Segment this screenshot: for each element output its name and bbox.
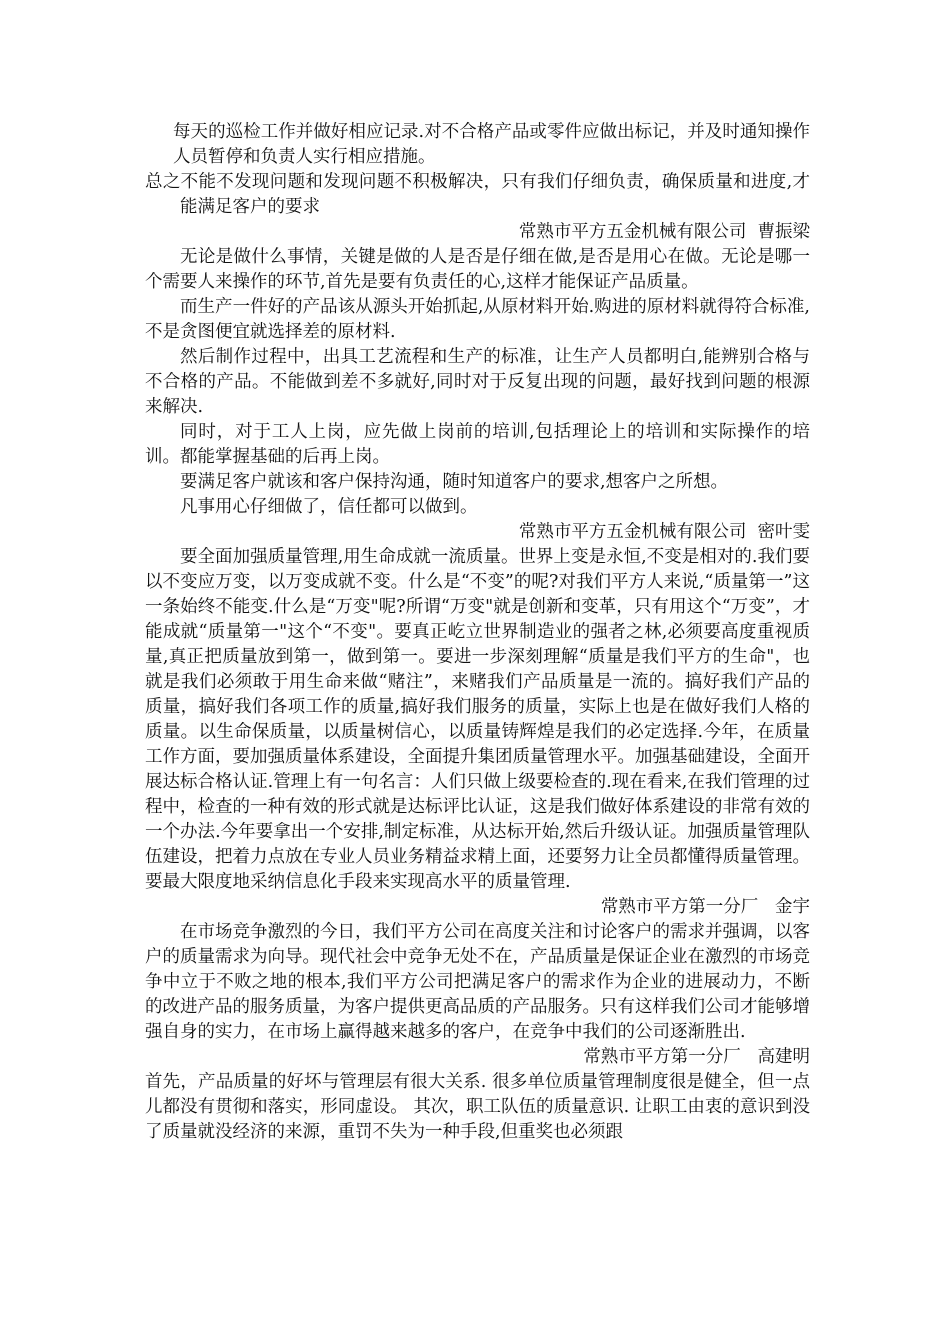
signature-mi-yewen: 常熟市平方五金机械有限公司 密叶雯 — [518, 522, 810, 542]
paragraph-management-layer: 首先，产品质量的好坏与管理层有很大关系. 很多单位质量管理制度很是健全，但一点儿都没有贯彻和落实，形同虚设。 其次，职工队伍的质量意识. 让职工由衷的意识到没了质量就没经济的来源，重罚不失为一种手段,但重奖也必须跟 — [145, 1072, 810, 1142]
document-page — [145, 120, 810, 1145]
paragraph-careful-work: 无论是做什么事情，关键是做的人是否是仔细在做,是否是用心在做。无论是哪一个需要人来操作的环节,首先是要有负责任的心,这样才能保证产品质量。 — [145, 247, 810, 292]
paragraph-quality-management: 要全面加强质量管理,用生命成就一流质量。世界上变是永恒,不变是相对的.我们要以不变应万变，以万变成就不变。什么是“不变”的呢?对我们平方人来说,“质量第一”这一条始终不能变.什么是“万变"呢?所谓“万变"就是创新和变革，只有用这个“万变”，才能成就“质量第一"这个“不变"。要真正屹立世界制造业的强者之林,必须要高度重视质量,真正把质量放到第一，做到第一。要进一步深刻理解“质量是我们平方的生命"，也就是我们必须敢于用生命来做“赌注”，来赌我们产品质量是一流的。搞好我们产品的质量，搞好我们各项工作的质量,搞好我们服务的质量，实际上也是在做好我们人格的质量。以生命保质量，以质量树信心，以质量铸辉煌是我们的必定选择.今年，在质量工作方面，要加强质量体系建设，全面提升集团质量管理水平。加强基础建设，全面开展达标合格认证.管理上有一句名言：人们只做上级要检查的.现在看来,在我们管理的过程中，检查的一种有效的形式就是达标评比认证，这是我们做好体系建设的非常有效的一个办法.今年要拿出一个安排,制定标准，从达标开始,然后升级认证。加强质量管理队伍建设，把着力点放在专业人员业务精益求精上面，还要努力让全员都懂得质量管理。要最大限度地采纳信息化手段来实现高水平的质量管理. — [145, 547, 810, 892]
paragraph-training: 同时，对于工人上岗，应先做上岗前的培训,包括理论上的培训和实际操作的培训。都能掌握基础的后再上岗。 — [145, 422, 810, 467]
signature-jin-yu: 常熟市平方第一分厂 金宇 — [600, 897, 810, 917]
paragraph-raw-materials: 而生产一件好的产品该从源头开始抓起,从原材料开始.购进的原材料就得符合标准,不是贪图便宜就选择差的原材料. — [145, 297, 810, 342]
paragraph-inspection-records: 每天的巡检工作并做好相应记录.对不合格产品或零件应做出标记，并及时通知操作人员暂停和负责人实行相应措施。 — [173, 122, 810, 167]
paragraph-customer-communication: 要满足客户就该和客户保持沟通，随时知道客户的要求,想客户之所想。 — [180, 472, 729, 492]
paragraph-market-competition: 在市场竞争激烈的今日，我们平方公司在高度关注和讨论客户的需求并强调，以客户的质量需求为向导。现代社会中竞争无处不在，产品质量是保证企业在激烈的市场竞争中立于不败之地的根本,我们平方公司把满足客户的需求作为企业的进展动力，不断的改进产品的服务质量，为客户提供更高品质的产品服务。只有这样我们公司才能够增强自身的实力，在市场上赢得越来越多的客户，在竞争中我们的公司逐渐胜出. — [145, 922, 810, 1042]
signature-gao-jianming: 常熟市平方第一分厂 高建明 — [583, 1047, 810, 1067]
paragraph-summary: 总之不能不发现问题和发现问题不积极解决，只有我们仔细负责，确保质量和进度,才能满足客户的要求 — [145, 172, 810, 217]
signature-cao-zhenliang: 常熟市平方五金机械有限公司 曹振梁 — [518, 222, 810, 242]
paragraph-process-standards: 然后制作过程中，出具工艺流程和生产的标准，让生产人员都明白,能辨别合格与不合格的产品。不能做到差不多就好,同时对于反复出现的问题，最好找到问题的根源来解决. — [145, 347, 810, 417]
paragraph-trust: 凡事用心仔细做了，信任都可以做到。 — [180, 497, 478, 517]
